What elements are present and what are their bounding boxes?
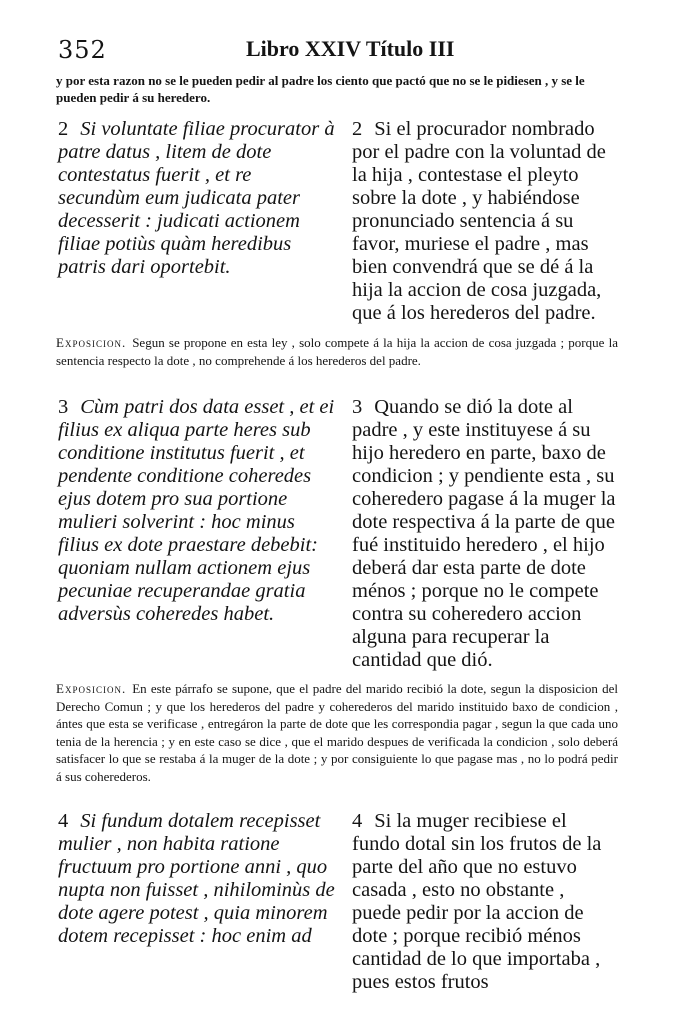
running-title: Libro XXIV Título III	[246, 36, 455, 61]
paragraph-number: 4	[352, 810, 363, 832]
latin-paragraph-3	[58, 396, 338, 626]
exposicion-label: Exposicion.	[56, 335, 127, 350]
intro-text: y por esta razon no se le pueden pedir al padre los ciento que pactó que no se le pidiesen , y se le pueden pedir á su heredero.	[56, 73, 585, 105]
latin-text: Si fundum dotalem recepisset mulier , non habita ratione fructuum pro portione anni , quo nupta non fuisset , nihilominùs de dote agere potest , quia minorem dotem recepisset : hoc enim ad	[58, 810, 335, 947]
spanish-paragraph-3	[352, 396, 617, 672]
latin-paragraph-2	[58, 118, 338, 279]
exposicion-text: Segun se propone en esta ley , solo compete á la hija la accion de cosa juzgada ; porque la sentencia respecto la dote , no comprehende á los herederos del padre.	[56, 335, 618, 368]
latin-paragraph-4	[58, 810, 338, 948]
spanish-text: Quando se dió la dote al padre , y este instituyese á su hijo heredero en parte, baxo de condicion ; y pendiente esta , su coheredero pagase á la muger la dote respectiva á la parte de que fué instituido heredero , el hijo deberá dar esta parte de dote ménos ; porque no le compete contra su coheredero accion alguna para recuperar la cantidad que dió.	[352, 396, 616, 671]
paragraph-number: 3	[58, 396, 69, 418]
spanish-paragraph-4	[352, 810, 617, 994]
latin-text: Cùm patri dos data esset , et ei filius ex aliqua parte heres sub conditione institutus fuerit , et pendente conditione coheredes ejus dotem pro sua portione mulieri solverint : hoc minus filius ex dote praestare debebit: quoniam nullam actionem ejus pecuniae recuperandae gratia adversùs coheredes habet.	[58, 396, 335, 625]
latin-text: Si voluntate filiae procurator à patre datus , litem de dote contestatus fuerit , et re secundùm eum judicata pater decesserit : judicati actionem filiae potiùs quàm heredibus patris dari oportebit.	[58, 118, 335, 278]
paragraph-number: 2	[58, 118, 69, 140]
spanish-text: Si la muger recibiese el fundo dotal sin los frutos de la parte del año que no estuvo casada , esto no obstante , puede pedir por la accion de dote ; porque recibió ménos cantidad de lo que importaba , pues estos frutos	[352, 810, 602, 993]
paragraph-number: 3	[352, 396, 363, 418]
exposicion-label: Exposicion.	[56, 681, 127, 696]
page-header	[58, 36, 630, 66]
exposicion-3	[56, 680, 618, 785]
spanish-text: Si el procurador nombrado por el padre con la voluntad de la hija , contestase el pleyto sobre la dote , y habiéndose pronunciado sentencia á su favor, muriese el padre , mas bien convendrá que se dé á la hija la accion de cosa juzgada, que á los herederos del padre.	[352, 118, 606, 324]
exposicion-2	[56, 334, 618, 369]
paragraph-number: 2	[352, 118, 363, 140]
paragraph-number: 4	[58, 810, 69, 832]
exposicion-text: En este párrafo se supone, que el padre del marido recibió la dote, segun la disposicion del Derecho Comun ; y que los herederos del padre y coherederos del marido instituido baxo de condicion , ántes que esta se verificase , entregáron la parte de dote que les correspondia pagar , segun la que cada uno tenia de la herencia ; y en este caso se dice , que el marido despues de verificada la condicion , solo deberá satisfacer lo que se restaba á la muger de la dote ; y por consiguiente lo que pagase mas , no lo podrá pedir á sus coherederos.	[56, 681, 618, 784]
spanish-paragraph-2	[352, 118, 617, 325]
page-number: 352	[58, 36, 107, 64]
